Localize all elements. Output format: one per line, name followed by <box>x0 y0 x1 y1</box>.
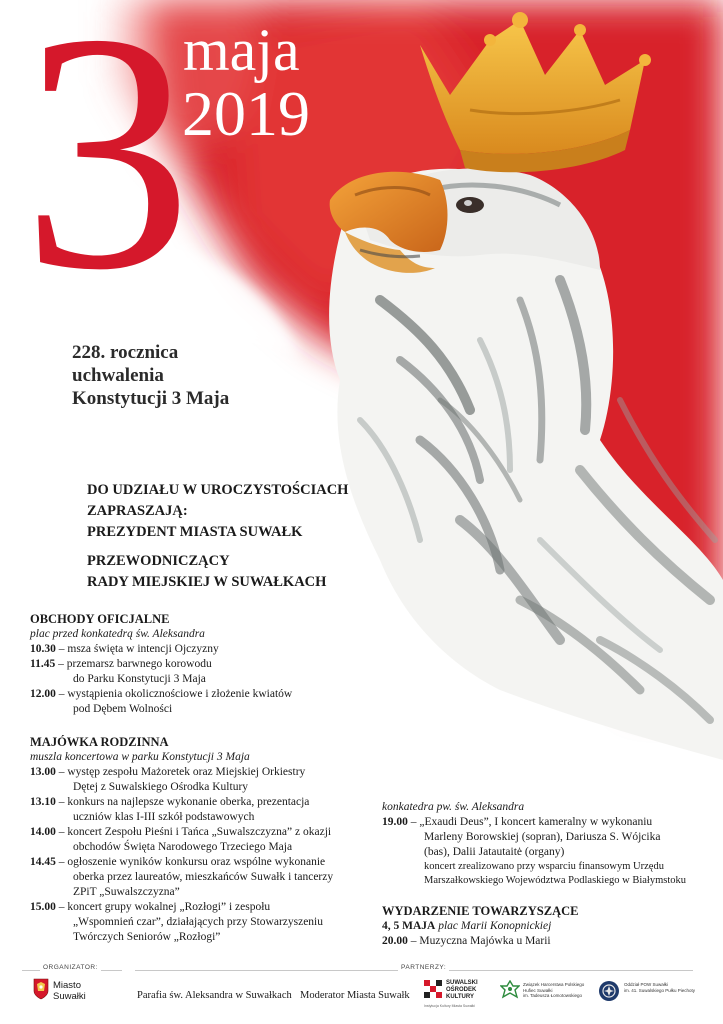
anniversary-line: Konstytucji 3 Maja <box>72 388 230 409</box>
side-event-section <box>382 903 712 949</box>
event-text-continued: Marleny Borowskiej (sopran), Dariusza S. Wójcika <box>424 831 661 843</box>
event-text-continued: uczniów klas I-III szkół podstawowych <box>73 811 255 823</box>
pow-emblem-icon <box>598 980 620 1002</box>
event-text: – „Exaudi Deus”, I koncert kameralny w wykonaniu <box>407 816 653 828</box>
family-picnic-section <box>30 734 390 945</box>
cathedral-concert-section <box>382 800 712 888</box>
event-item <box>30 795 390 825</box>
event-item <box>30 687 360 717</box>
invitation-line: DO UDZIAŁU W UROCZYSTOŚCIACH <box>87 482 349 498</box>
event-time: 20.00 <box>382 935 408 947</box>
funding-note: Marszałkowskiego Województwa Podlaskiego w Białymstoku <box>424 875 687 886</box>
event-text-continued: oberka przez laureatów, mieszkańców Suwałk i tancerzy <box>73 871 334 883</box>
section-title: OBCHODY OFICJALNE <box>30 612 170 626</box>
organizer-label: ORGANIZATOR: <box>40 964 101 971</box>
event-text: – koncert grupy wokalnej „Rozłogi” i zespołu <box>55 901 271 913</box>
pow-logo-line: Oddział POW Suwałki <box>624 982 669 987</box>
date-month: maja <box>183 17 300 83</box>
event-item <box>382 815 712 888</box>
event-text: – ogłoszenie wyników konkursu oraz wspólne wykonanie <box>55 856 326 868</box>
partner-moderator: Moderator Miasta Suwałk <box>300 990 410 1001</box>
event-item <box>382 934 712 949</box>
event-time: 11.45 <box>30 658 56 670</box>
official-ceremonies-section <box>30 611 360 717</box>
event-time: 14.00 <box>30 826 56 838</box>
event-text-continued: ZPiT „Suwalszczyzna” <box>73 886 180 898</box>
invitation-line: ZAPRASZAJĄ: <box>87 503 188 519</box>
city-logo-text <box>53 980 86 1002</box>
zhp-logo-line: im. Tadeusza Łomotowskiego <box>523 993 582 998</box>
invitation-block <box>87 480 348 593</box>
sok-logo-text <box>446 980 478 1001</box>
event-text-continued: (bas), Dalii Jatautaitė (organy) <box>424 846 565 858</box>
section-place: konkatedra pw. św. Aleksandra <box>382 801 525 813</box>
zhp-logo-text <box>523 982 584 999</box>
event-text: – konkurs na najlepsze wykonanie oberka, prezentacja <box>55 796 310 808</box>
event-time: 12.00 <box>30 688 56 700</box>
event-text: – wystąpienia okolicznościowe i złożenie kwiatów <box>55 688 293 700</box>
event-item <box>30 765 390 795</box>
anniversary-heading <box>72 341 229 410</box>
date-day-number: 3 <box>22 0 192 340</box>
invitation-line: PRZEWODNICZĄCY <box>87 553 230 569</box>
sok-subtitle: Instytucja Kultury Miasta Suwałki <box>424 1004 475 1008</box>
zhp-logo-line: Związek Harcerstwa Polskiego <box>523 982 585 987</box>
funding-note: koncert zrealizowano przy wsparciu finansowym Urzędu <box>424 861 664 872</box>
side-event-place: plac Marii Konopnickiej <box>435 920 552 932</box>
anniversary-line: 228. rocznica <box>72 342 179 363</box>
city-logo-line: Miasto <box>53 980 81 991</box>
sok-logo-icon <box>424 980 442 998</box>
date-year: 2019 <box>182 78 310 149</box>
suwalki-crest-icon <box>33 978 49 1000</box>
partner-parish: Parafia św. Aleksandra w Suwałkach <box>137 990 292 1001</box>
event-text-continued: Dętej z Suwalskiego Ośrodka Kultury <box>73 781 249 793</box>
event-time: 13.10 <box>30 796 56 808</box>
event-item <box>30 657 360 687</box>
event-time: 14.45 <box>30 856 56 868</box>
event-text: – Muzyczna Majówka u Marii <box>407 935 551 947</box>
pow-logo-text <box>624 982 695 993</box>
event-item <box>30 642 360 657</box>
section-place: plac przed konkatedrą św. Aleksandra <box>30 628 205 640</box>
event-text: – przemarsz barwnego korowodu <box>55 658 212 670</box>
city-logo-line: Suwałki <box>53 991 86 1002</box>
event-text: – koncert Zespołu Pieśni i Tańca „Suwalszczyzna” z okazji <box>55 826 332 838</box>
sok-logo-line: OŚRODEK <box>446 987 477 993</box>
section-title: MAJÓWKA RODZINNA <box>30 735 169 749</box>
section-title: WYDARZENIE TOWARZYSZĄCE <box>382 904 579 918</box>
event-text-continued: Twórczych Seniorów „Rozłogi” <box>73 931 221 943</box>
pow-logo-line: im. 41. Suwalskiego Pułku Piechoty <box>624 987 696 993</box>
anniversary-line: uchwalenia <box>72 365 164 386</box>
event-text-continued: „Wspomnień czar”, działających przy Stowarzyszeniu <box>73 916 324 928</box>
side-event-dates <box>382 919 712 934</box>
zhp-logo-line: Hufiec Suwałki <box>523 987 553 993</box>
invitation-line: RADY MIEJSKIEJ W SUWAŁKACH <box>87 574 327 590</box>
event-text-continued: do Parku Konstytucji 3 Maja <box>73 673 206 685</box>
event-item <box>30 855 390 900</box>
event-time: 10.30 <box>30 643 56 655</box>
partners-label: PARTNERZY: <box>398 964 449 971</box>
side-event-date: 4, 5 MAJA <box>382 920 436 932</box>
event-text-continued: pod Dębem Wolności <box>73 703 173 715</box>
invitation-line: PREZYDENT MIASTA SUWAŁK <box>87 524 303 540</box>
event-text: – występ zespołu Mażoretek oraz Miejskiej Orkiestry <box>55 766 306 778</box>
event-time: 15.00 <box>30 901 56 913</box>
sok-logo-line: SUWALSKI <box>446 980 478 986</box>
event-item <box>30 825 390 855</box>
zhp-lily-icon <box>500 980 520 1000</box>
event-text-continued: obchodów Święta Narodowego Trzeciego Maja <box>73 841 293 853</box>
event-item <box>30 900 390 945</box>
section-place: muszla koncertowa w parku Konstytucji 3 Maja <box>30 751 250 763</box>
sok-logo-line: KULTURY <box>446 994 474 1000</box>
event-time: 19.00 <box>382 816 408 828</box>
event-text: – msza święta w intencji Ojczyzny <box>55 643 219 655</box>
event-time: 13.00 <box>30 766 56 778</box>
